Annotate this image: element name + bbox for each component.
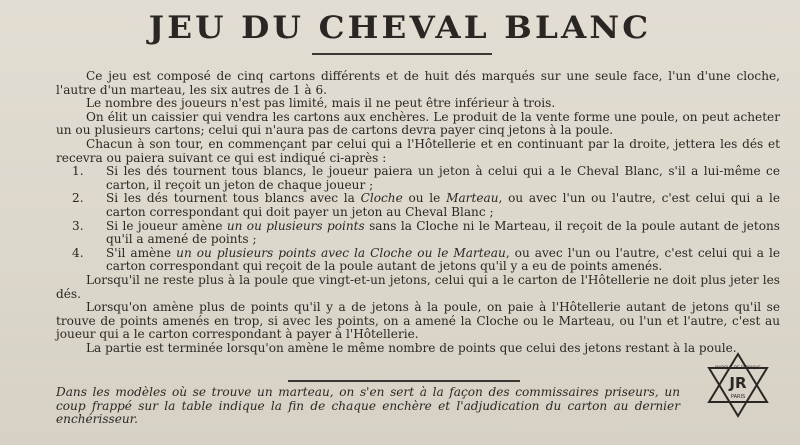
trademark-top-text: MARQUE DE FABRIQUE: [715, 365, 761, 370]
rule-number: 2.: [72, 191, 84, 206]
rule-text-part: Si le joueur amène: [106, 218, 227, 233]
section-divider: [288, 380, 520, 382]
rule-text-part: , ou avec l'un ou l'autre, c'est celui qui a le carton correspondant qui doit payer un jeton au Cheval Blanc ;: [106, 191, 780, 219]
rule-text-part: ou le: [402, 191, 447, 206]
rule-item-2: [56, 192, 780, 219]
rule-text: Si les dés tournent tous blancs, le joueur paiera un jeton à celui qui a le Cheval Blanc, s'il a lui-même ce carton, il reçoit un jeton de chaque joueur ;: [106, 164, 780, 192]
rule-item-1: [56, 165, 780, 192]
rule-item-4: [56, 247, 780, 274]
rule-text-part: Si les dés tournent tous blancs avec la: [106, 191, 361, 206]
paragraph-6: Lorsqu'on amène plus de points qu'il y a de jetons à la poule, on paie à l'Hôtellerie autant de jetons qu'il se trouve de points amenés en trop, si avec les points, on a amené la Cloche ou le Marteau, ou l'un et l'autre, c'est au joueur qui a le carton correspondant à payer à l'Hôtellerie.: [56, 300, 780, 342]
rule-text-part: S'il amène: [106, 245, 177, 260]
intro-paragraph-1: Ce jeu est composé de cinq cartons différents et de huit dés marqués sur une seule face, l'un d'une cloche, l'autre d'un marteau, les six autres de 1 à 6.: [56, 69, 780, 97]
rule-emphasis: un ou plusieurs points avec la Cloche ou le Marteau: [176, 245, 506, 260]
rule-number: 3.: [72, 218, 84, 233]
rules-list: [56, 165, 780, 274]
rule-text-part: sans la Cloche ni le Marteau, il reçoit de la poule autant de jetons qu'il a amené de points ;: [106, 218, 781, 247]
rule-emphasis: un ou plusieurs points: [226, 218, 365, 233]
page-title: JEU DU CHEVAL BLANC: [148, 10, 652, 46]
rules-text: [56, 70, 780, 355]
rule-text-part: , ou avec l'un ou l'autre, c'est celui qui a le carton correspondant qui reçoit de la poule autant de jetons qu'il y a eu de points amenés.: [106, 245, 780, 274]
paragraph-7: La partie est terminée lorsqu'on amène le même nombre de points que celui des jetons restant à la poule.: [86, 340, 737, 355]
rule-item-3: [56, 220, 780, 247]
rule-text: [106, 191, 780, 219]
trademark-star-logo: [703, 352, 773, 418]
intro-paragraph-4: Chacun à son tour, en commençant par celui qui a l'Hôtellerie et en continuant par la droite, jettera les dés et recevra ou paiera suivant ce qui est indiqué ci-après :: [56, 136, 780, 165]
rule-number: 1.: [72, 164, 84, 179]
rule-emphasis: Marteau: [446, 191, 499, 206]
paragraph-5: Lorsqu'il ne reste plus à la poule que vingt-et-un jetons, celui qui a le carton de l'Hôtellerie ne doit plus jeter les dés.: [56, 272, 780, 301]
trademark-bottom-text: PARIS: [730, 394, 746, 400]
trademark-monogram: JR: [729, 374, 747, 392]
intro-paragraph-3: On élit un caissier qui vendra les cartons aux enchères. Le produit de la vente forme une poule, on peut acheter un ou plusieurs cartons; celui qui n'aura pas de cartons devra payer cinq jetons à la poule.: [56, 109, 780, 138]
rule-emphasis: Cloche: [360, 191, 403, 206]
rule-text: [106, 246, 780, 274]
rule-text: [106, 219, 780, 247]
footnote: Dans les modèles où se trouve un marteau, on s'en sert à la façon des commissaires priseurs, un coup frappé sur la table indique la fin de chaque enchère et l'adjudication du carton au dernier enchérisseur.: [56, 385, 680, 427]
rule-number: 4.: [72, 245, 84, 260]
title-underline: [312, 53, 492, 55]
intro-paragraph-2: Le nombre des joueurs n'est pas limité, mais il ne peut être inférieur à trois.: [86, 96, 556, 111]
